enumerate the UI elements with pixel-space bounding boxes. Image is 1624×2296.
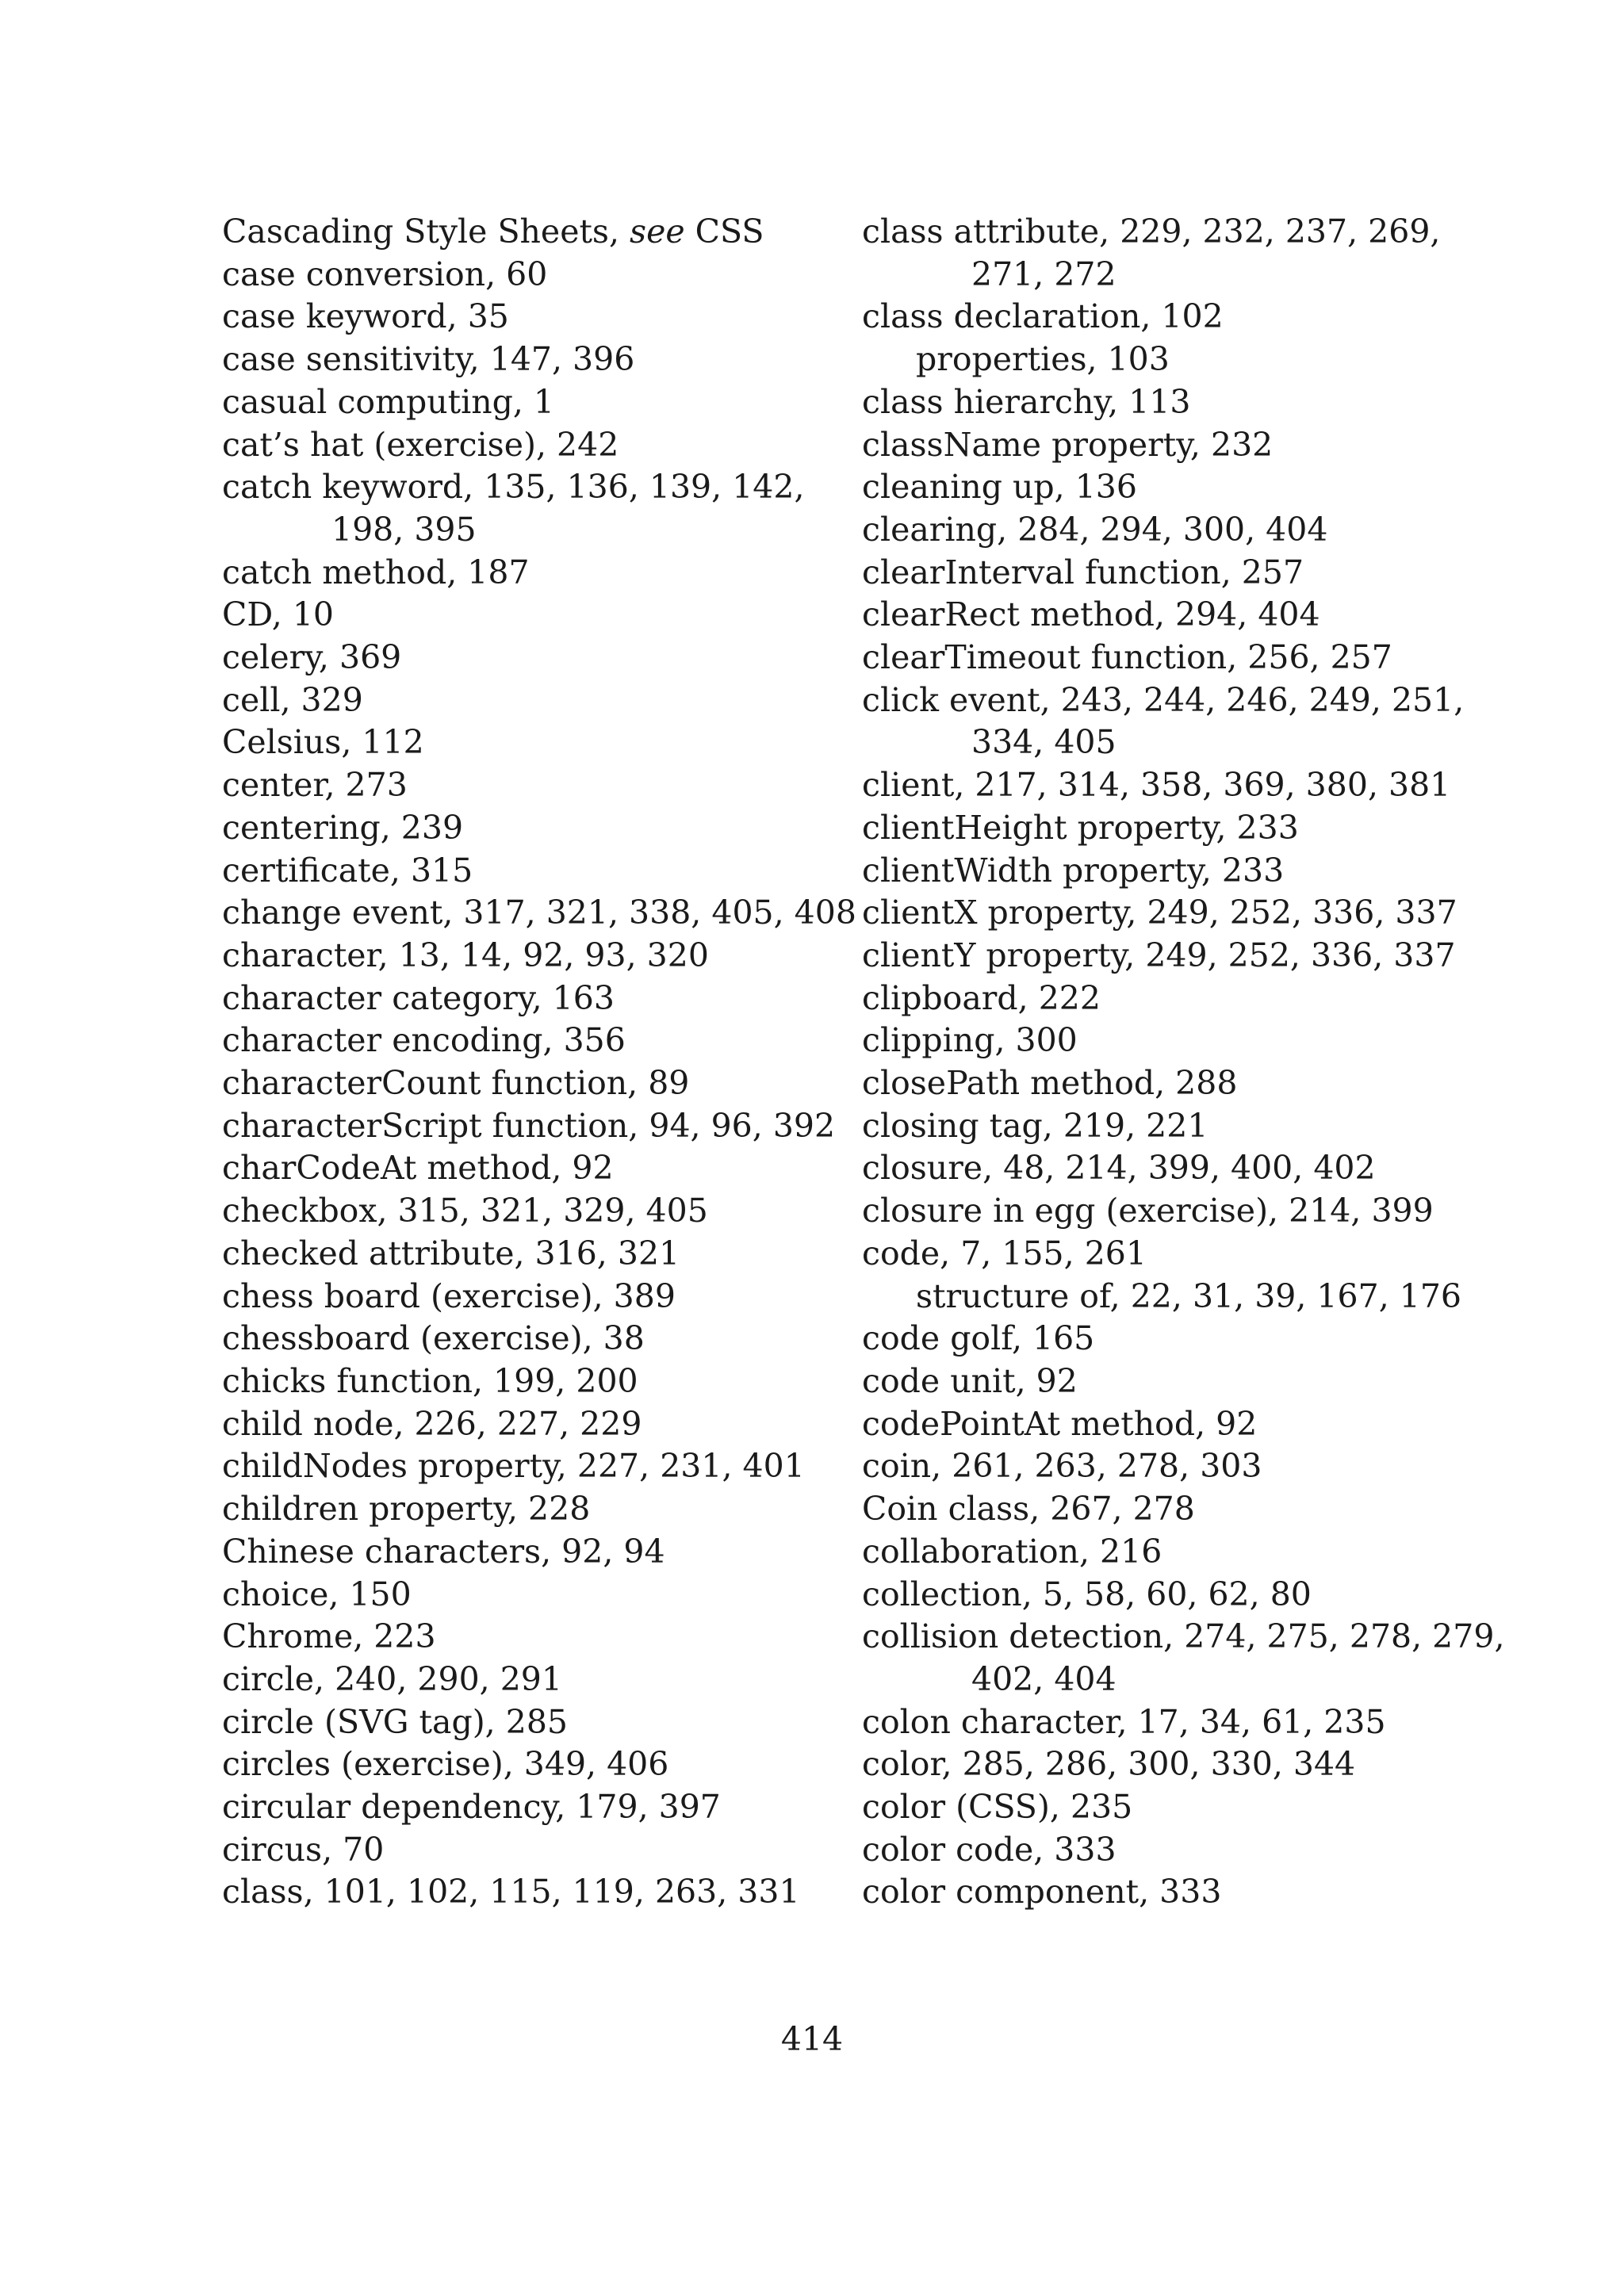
index-entry: [222, 978, 777, 1020]
index-entry-text: clientX property, 249, 252, 336, 337: [862, 894, 1457, 932]
index-entry-text: Chrome, 223: [222, 1617, 436, 1656]
index-entry-text: characterCount function, 89: [222, 1064, 690, 1103]
index-entry-continuation: 271, 272: [971, 254, 1116, 293]
index-entry: [862, 1318, 1417, 1360]
index-entry: [862, 637, 1417, 679]
index-entry-text: class attribute, 229, 232, 237, 269,: [862, 212, 1441, 251]
index-entry: [222, 1190, 777, 1233]
index-entry-text: casual computing, 1: [222, 382, 555, 421]
index-entry-text: codePointAt method, 92: [862, 1404, 1258, 1443]
index-entry-text: collaboration, 216: [862, 1532, 1162, 1571]
index-entry: [862, 1190, 1434, 1233]
index-entry-text: Coin class, 267, 278: [862, 1490, 1195, 1529]
index-entry-text: className property, 232: [862, 425, 1274, 464]
index-entry: [222, 1829, 777, 1872]
page-number: 414: [780, 2020, 844, 2058]
index-entry-text: case sensitivity, 147, 396: [222, 340, 635, 379]
index-entry-text: client, 217, 314, 358, 369, 380, 381: [862, 766, 1451, 805]
index-entry-text: Celsius, 112: [222, 723, 424, 762]
index-entry-text: Cascading Style Sheets,: [222, 212, 630, 251]
index-entry: [862, 509, 1417, 552]
index-entry-text: chess board (exercise), 389: [222, 1276, 676, 1315]
index-entry-text: clearRect method, 294, 404: [862, 595, 1320, 634]
index-entry: [862, 1488, 1417, 1531]
index-entry-text: code golf, 165: [862, 1319, 1095, 1358]
index-entry-text: chessboard (exercise), 38: [222, 1319, 645, 1358]
index-entry: [222, 1743, 777, 1786]
index-entry: [222, 1020, 777, 1062]
index-entry: [862, 1786, 1417, 1829]
index-entry-text: case keyword, 35: [222, 297, 509, 336]
index-entry: [222, 211, 777, 254]
index-entry: [862, 1233, 1417, 1276]
index-entry-text: child node, 226, 227, 229: [222, 1404, 642, 1443]
index-entry: [222, 339, 777, 381]
index-entry-text: closePath method, 288: [862, 1064, 1238, 1103]
index-entry: [222, 1616, 777, 1659]
index-entry-text: case conversion, 60: [222, 254, 548, 293]
index-entry: [862, 381, 1417, 424]
index-column-right: [862, 211, 1505, 1914]
index-entry: [222, 892, 856, 935]
index-entry-text: color (CSS), 235: [862, 1788, 1133, 1827]
index-entry: [222, 1701, 777, 1744]
index-entry: [222, 1531, 777, 1574]
index-entry-text: centering, 239: [222, 808, 464, 847]
index-entry-text: childNodes property, 227, 231, 401: [222, 1447, 805, 1486]
index-entry: [222, 466, 805, 551]
index-entry: [222, 1276, 777, 1318]
index-entry-text: coin, 261, 263, 278, 303: [862, 1447, 1262, 1486]
index-entry: [862, 1829, 1417, 1872]
index-entry-text: closure in egg (exercise), 214, 399: [862, 1192, 1434, 1230]
index-entry: [222, 1574, 777, 1617]
index-entry: [862, 1445, 1417, 1488]
index-entry: [222, 637, 777, 679]
index-entry: [222, 935, 777, 978]
index-entry: [222, 1105, 836, 1148]
index-entry-text: checked attribute, 316, 321: [222, 1234, 680, 1272]
index-entry-text: class declaration, 102: [862, 297, 1224, 336]
index-entry-see: see: [630, 212, 685, 251]
index-entry: [222, 1871, 800, 1914]
index-entry: [862, 1403, 1417, 1446]
index-entry-text: clientHeight property, 233: [862, 808, 1299, 847]
index-entry-text: celery, 369: [222, 638, 402, 677]
index-entry-text: closing tag, 219, 221: [862, 1106, 1208, 1145]
index-entry: [222, 1403, 777, 1446]
index-entry: [862, 935, 1456, 978]
index-entry-text: children property, 228: [222, 1490, 591, 1529]
index-entry: [222, 381, 777, 424]
index-entry-continuation: 198, 395: [331, 510, 477, 549]
index-entry-text: color component, 333: [862, 1873, 1222, 1911]
index-entry: [862, 1062, 1417, 1105]
index-entry: [862, 1531, 1417, 1574]
index-entry: [222, 1233, 777, 1276]
index-entry-text: certificate, 315: [222, 851, 473, 890]
index-entry: [862, 1871, 1417, 1914]
index-entry-text: circles (exercise), 349, 406: [222, 1745, 669, 1784]
index-entry-text: character encoding, 356: [222, 1021, 626, 1060]
index-entry-text: colon character, 17, 34, 61, 235: [862, 1702, 1386, 1741]
index-entry: [862, 892, 1457, 935]
index-entry: [222, 1147, 777, 1190]
index-entry: [862, 978, 1417, 1020]
index-entry-text: checkbox, 315, 321, 329, 405: [222, 1192, 708, 1230]
index-entry-text: chicks function, 199, 200: [222, 1361, 638, 1400]
index-entry-text: collection, 5, 58, 60, 62, 80: [862, 1575, 1312, 1613]
index-entry: [862, 1616, 1505, 1701]
index-entry: [862, 211, 1441, 296]
index-entry-text: clipboard, 222: [862, 978, 1101, 1017]
index-entry-continuation: 402, 404: [971, 1659, 1116, 1698]
index-entry-text: color code, 333: [862, 1830, 1116, 1869]
index-entry-text: circle (SVG tag), 285: [222, 1702, 569, 1741]
index-entry-text: color, 285, 286, 300, 330, 344: [862, 1745, 1356, 1784]
index-entry-text: catch method, 187: [222, 553, 530, 591]
index-entry-text: collision detection, 274, 275, 278, 279,: [862, 1617, 1505, 1656]
index-entry-text: cat’s hat (exercise), 242: [222, 425, 619, 464]
index-entry: [862, 679, 1465, 764]
index-entry: [862, 764, 1451, 807]
index-entry-text: properties, 103: [916, 340, 1170, 379]
index-entry: [222, 679, 777, 722]
index-entry: [862, 850, 1417, 893]
index-entry-text: charCodeAt method, 92: [222, 1149, 614, 1188]
index-entry-text: closure, 48, 214, 399, 400, 402: [862, 1149, 1376, 1188]
index-subentry: [862, 1276, 1462, 1318]
index-entry: [862, 424, 1417, 467]
index-column-left: [222, 211, 856, 1914]
index-entry: [222, 850, 777, 893]
index-entry: [862, 466, 1417, 509]
index-entry-text: code, 7, 155, 261: [862, 1234, 1147, 1272]
index-entry: [862, 1701, 1417, 1744]
index-entry: [222, 1318, 777, 1360]
index-subentry: [862, 339, 1417, 381]
index-entry-text: catch keyword, 135, 136, 139, 142,: [222, 468, 805, 507]
index-entry-text: class hierarchy, 113: [862, 382, 1191, 421]
index-entry-text: circle, 240, 290, 291: [222, 1659, 562, 1698]
index-entry-text: clientWidth property, 233: [862, 851, 1285, 890]
index-entry-text: class, 101, 102, 115, 119, 263, 331: [222, 1873, 800, 1911]
index-entry-text: Chinese characters, 92, 94: [222, 1532, 665, 1571]
index-entry: [222, 1360, 777, 1403]
index-entry: [222, 424, 777, 467]
index-entry: [862, 1360, 1417, 1403]
index-entry: [862, 1020, 1417, 1062]
index-entry-text: clearInterval function, 257: [862, 553, 1304, 591]
index-entry-text: circus, 70: [222, 1830, 385, 1869]
index-entry: [862, 807, 1417, 850]
index-entry-text: circular dependency, 179, 397: [222, 1788, 721, 1827]
index-entry: [862, 594, 1417, 637]
index-entry-text: clipping, 300: [862, 1021, 1078, 1060]
index-entry-text: clearTimeout function, 256, 257: [862, 638, 1392, 677]
index-entry: [222, 552, 777, 595]
index-entry: [222, 721, 777, 764]
index-entry-text: structure of, 22, 31, 39, 167, 176: [916, 1276, 1462, 1315]
index-entry-target: CSS: [684, 212, 764, 251]
index-entry: [862, 552, 1417, 595]
index-entry: [222, 1488, 777, 1531]
index-entry: [222, 1786, 777, 1829]
index-entry-text: character category, 163: [222, 978, 615, 1017]
index-entry: [862, 1105, 1417, 1148]
index-entry: [222, 594, 777, 637]
index-entry: [222, 764, 777, 807]
index-entry: [222, 1062, 777, 1105]
index-entry-text: click event, 243, 244, 246, 249, 251,: [862, 680, 1465, 719]
index-entry-text: character, 13, 14, 92, 93, 320: [222, 936, 709, 974]
index-entry-text: characterScript function, 94, 96, 392: [222, 1106, 836, 1145]
index-entry-text: clearing, 284, 294, 300, 404: [862, 510, 1328, 549]
index-entry: [862, 1743, 1417, 1786]
index-entry-text: clientY property, 249, 252, 336, 337: [862, 936, 1456, 974]
index-entry: [862, 1147, 1417, 1190]
index-entry: [222, 807, 777, 850]
index-entry-continuation: 334, 405: [971, 723, 1116, 762]
index-entry-text: cell, 329: [222, 680, 363, 719]
index-entry: [222, 296, 777, 339]
index-entry: [222, 254, 777, 297]
index-entry-text: CD, 10: [222, 595, 335, 634]
index-entry-text: change event, 317, 321, 338, 405, 408: [222, 894, 856, 932]
index-entry: [222, 1445, 805, 1488]
index-entry-text: cleaning up, 136: [862, 468, 1137, 507]
index-entry: [862, 296, 1417, 339]
index-entry-text: code unit, 92: [862, 1361, 1078, 1400]
index-entry: [862, 1574, 1417, 1617]
index-entry-text: choice, 150: [222, 1575, 412, 1613]
index-entry-text: center, 273: [222, 766, 408, 805]
index-entry: [222, 1659, 777, 1701]
